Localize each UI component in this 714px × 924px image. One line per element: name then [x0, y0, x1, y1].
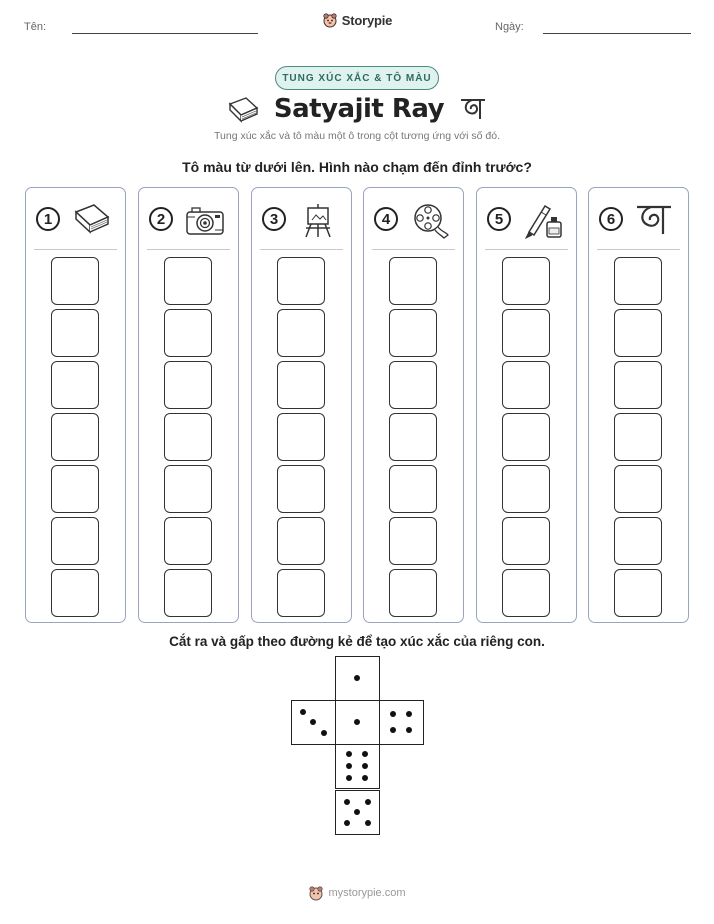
die-pip — [344, 820, 350, 826]
color-cell[interactable] — [51, 569, 99, 617]
book-icon — [70, 200, 114, 240]
die-face-4 — [379, 700, 424, 745]
die-face-1 — [335, 656, 380, 701]
color-cell[interactable] — [614, 413, 662, 461]
die-face-1 — [335, 700, 380, 745]
column-number: 6 — [599, 207, 623, 231]
die-pip — [346, 775, 352, 781]
column-divider — [372, 249, 455, 250]
easel-icon — [296, 200, 340, 240]
die-face-6 — [335, 744, 380, 789]
activity-badge: TUNG XÚC XẮC & TÔ MÀU — [275, 66, 439, 90]
color-cell[interactable] — [502, 569, 550, 617]
die-pip — [362, 751, 368, 757]
die-pip — [365, 820, 371, 826]
die-pip — [354, 809, 360, 815]
column-header — [477, 200, 576, 240]
column-number: 1 — [36, 207, 60, 231]
page-title: Satyajit Ray — [273, 94, 445, 124]
color-cell[interactable] — [502, 413, 550, 461]
subtitle: Tung xúc xắc và tô màu một ô trong cột tương ứng với số đó. — [214, 130, 500, 142]
die-pip — [344, 799, 350, 805]
die-pip — [406, 727, 412, 733]
color-cell[interactable] — [51, 361, 99, 409]
color-cell[interactable] — [51, 517, 99, 565]
die-pip — [346, 751, 352, 757]
die-pip — [310, 719, 316, 725]
color-cell[interactable] — [389, 517, 437, 565]
die-pip — [365, 799, 371, 805]
book-icon — [226, 94, 260, 124]
color-cell[interactable] — [614, 517, 662, 565]
column-divider — [34, 249, 117, 250]
column-number: 4 — [374, 207, 398, 231]
die-pip — [354, 675, 360, 681]
color-cell[interactable] — [277, 257, 325, 305]
date-label: Ngày: — [495, 21, 524, 33]
color-cell[interactable] — [389, 257, 437, 305]
color-cell[interactable] — [614, 361, 662, 409]
color-cell[interactable] — [502, 465, 550, 513]
die-pip — [362, 763, 368, 769]
die-pip — [362, 775, 368, 781]
camera-icon — [183, 200, 227, 240]
brand-name: Storypie — [341, 12, 393, 28]
title-row — [0, 92, 714, 126]
color-cell[interactable] — [164, 361, 212, 409]
color-cell[interactable] — [164, 309, 212, 357]
column-1 — [25, 187, 126, 623]
cut-instruction: Cắt ra và gấp theo đường kẻ để tạo xúc xắc của riêng con. — [169, 634, 545, 649]
color-cell[interactable] — [277, 309, 325, 357]
die-pip — [354, 719, 360, 725]
footer — [0, 885, 714, 901]
color-cell[interactable] — [502, 257, 550, 305]
die-pip — [390, 711, 396, 717]
date-line[interactable] — [543, 33, 691, 34]
color-cell[interactable] — [614, 309, 662, 357]
die-pip — [300, 709, 306, 715]
color-cell[interactable] — [51, 465, 99, 513]
column-number: 5 — [487, 207, 511, 231]
column-number: 2 — [149, 207, 173, 231]
color-cell[interactable] — [164, 465, 212, 513]
color-cell[interactable] — [502, 309, 550, 357]
color-cell[interactable] — [277, 465, 325, 513]
color-cell[interactable] — [277, 413, 325, 461]
instruction: Tô màu từ dưới lên. Hình nào chạm đến đỉnh trước? — [182, 159, 532, 175]
column-header — [364, 200, 463, 240]
color-cell[interactable] — [277, 517, 325, 565]
column-header — [252, 200, 351, 240]
footer-url[interactable]: mystorypie.com — [328, 887, 406, 899]
column-3 — [251, 187, 352, 623]
color-cell[interactable] — [164, 257, 212, 305]
column-6 — [588, 187, 689, 623]
color-cell[interactable] — [277, 569, 325, 617]
name-line[interactable] — [72, 33, 258, 34]
color-cell[interactable] — [51, 257, 99, 305]
die-pip — [390, 727, 396, 733]
column-divider — [147, 249, 230, 250]
die-pip — [406, 711, 412, 717]
color-cell[interactable] — [614, 465, 662, 513]
name-label: Tên: — [24, 21, 47, 33]
color-cell[interactable] — [502, 517, 550, 565]
column-divider — [485, 249, 568, 250]
column-header — [589, 200, 688, 240]
die-face-5 — [335, 790, 380, 835]
color-cell[interactable] — [164, 517, 212, 565]
column-4 — [363, 187, 464, 623]
column-2 — [138, 187, 239, 623]
color-cell[interactable] — [614, 569, 662, 617]
bengali-letter-icon — [458, 94, 488, 124]
column-header — [139, 200, 238, 240]
die-face-3 — [291, 700, 336, 745]
color-cell[interactable] — [389, 465, 437, 513]
color-cell[interactable] — [389, 309, 437, 357]
storypie-mascot-icon — [308, 885, 324, 901]
column-5 — [476, 187, 577, 623]
storypie-logo — [0, 12, 714, 28]
film-reel-icon — [408, 200, 452, 240]
column-divider — [597, 249, 680, 250]
bengali-letter-icon — [633, 200, 677, 240]
column-header — [26, 200, 125, 240]
color-cell[interactable] — [389, 361, 437, 409]
color-cell[interactable] — [614, 257, 662, 305]
storypie-mascot-icon — [322, 12, 338, 28]
column-divider — [260, 249, 343, 250]
color-cell[interactable] — [51, 413, 99, 461]
die-pip — [346, 763, 352, 769]
color-cell[interactable] — [51, 309, 99, 357]
color-cell[interactable] — [277, 361, 325, 409]
color-cell[interactable] — [502, 361, 550, 409]
color-cell[interactable] — [389, 413, 437, 461]
die-pip — [321, 730, 327, 736]
column-number: 3 — [262, 207, 286, 231]
color-cell[interactable] — [164, 569, 212, 617]
fountain-pen-ink-icon — [521, 200, 565, 240]
color-cell[interactable] — [389, 569, 437, 617]
color-cell[interactable] — [164, 413, 212, 461]
